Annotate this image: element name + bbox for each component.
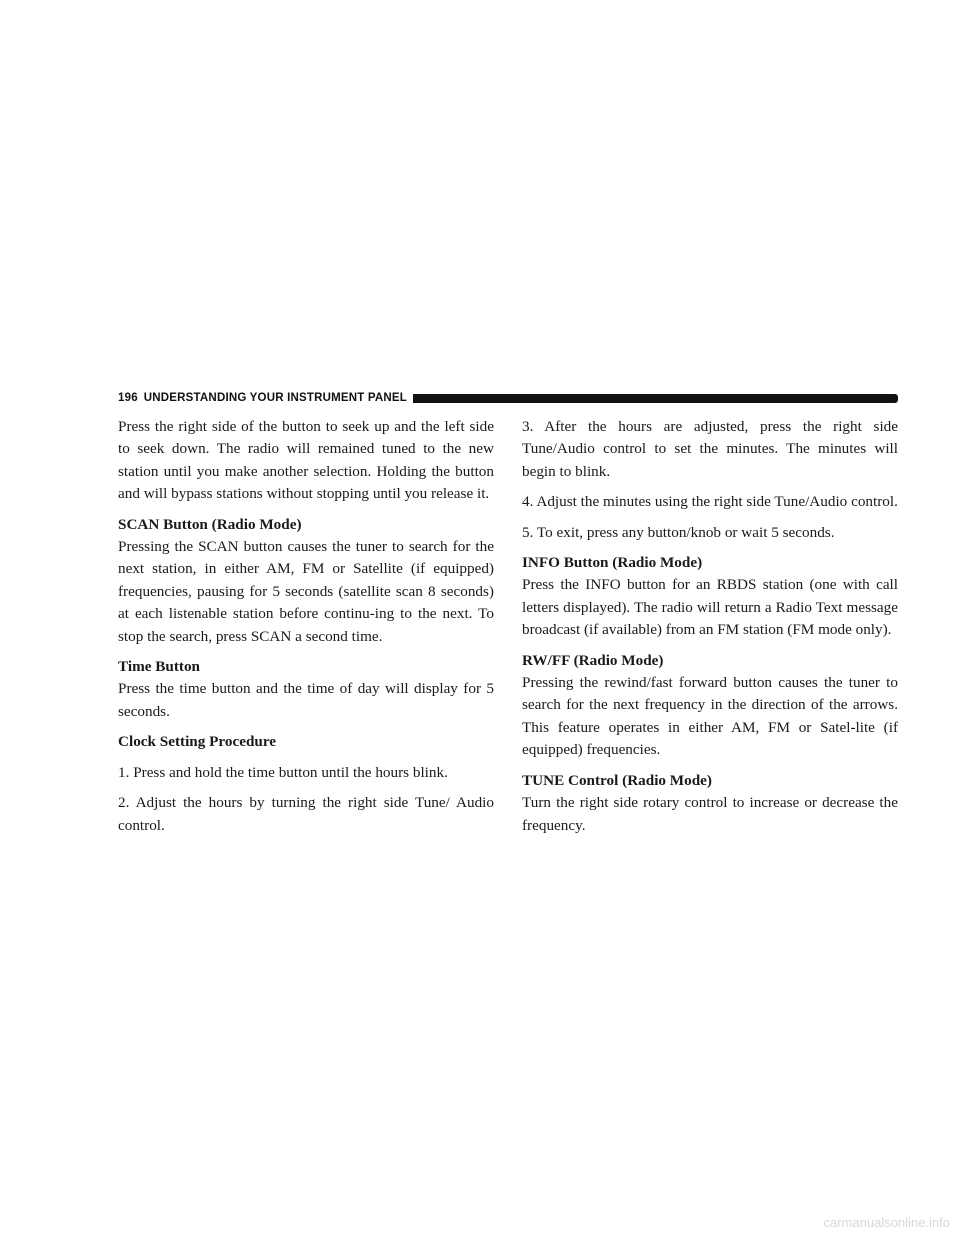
watermark: carmanualsonline.info bbox=[823, 1215, 950, 1230]
scan-paragraph: Pressing the SCAN button causes the tuner to search for the next station, in either AM, FM or Satellite (if equipped) frequencies, pausing for 5 seconds (satellite scan 8 seconds) at each listenable station before continu-ing to the next. To stop the search, press SCAN a second time. bbox=[118, 538, 494, 645]
info-heading: INFO Button (Radio Mode) bbox=[522, 554, 703, 572]
scan-heading: SCAN Button (Radio Mode) bbox=[118, 515, 302, 533]
tune-paragraph: Turn the right side rotary control to increase or decrease the frequency. bbox=[522, 794, 898, 834]
page-header bbox=[118, 390, 898, 406]
clock-step-4: 4. Adjust the minutes using the right side Tune/Audio control. bbox=[522, 493, 898, 511]
left-column bbox=[118, 416, 494, 845]
clock-step-5: 5. To exit, press any button/knob or wait 5 seconds. bbox=[522, 523, 835, 541]
rwff-paragraph: Pressing the rewind/fast forward button causes the tuner to search for the next frequency in the direction of the arrows. This feature operates in either AM, FM or Satel-lite (if equipped) frequencies. bbox=[522, 674, 898, 759]
time-paragraph: Press the time button and the time of day will display for 5 seconds. bbox=[118, 680, 494, 720]
section-title: UNDERSTANDING YOUR INSTRUMENT PANEL bbox=[143, 392, 407, 404]
time-heading: Time Button bbox=[118, 658, 200, 676]
right-column bbox=[522, 416, 898, 845]
info-paragraph: Press the INFO button for an RBDS station (one with call letters displayed). The radio will return a Radio Text message broadcast (if available) from an FM station (FM mode only). bbox=[522, 576, 898, 639]
header-rule bbox=[413, 394, 898, 403]
seek-paragraph: Press the right side of the button to seek up and the left side to seek down. The radio will remained tuned to the new station until you make another selection. Holding the button and will bypass stations without stopping until you release it. bbox=[118, 418, 494, 503]
clock-step-1: 1. Press and hold the time button until the hours blink. bbox=[118, 763, 448, 781]
clock-step-3: 3. After the hours are adjusted, press the right side Tune/Audio control to set the minutes. The minutes will begin to blink. bbox=[522, 418, 898, 480]
page-number: 196 bbox=[118, 392, 138, 404]
tune-heading: TUNE Control (Radio Mode) bbox=[522, 771, 712, 789]
clock-heading: Clock Setting Procedure bbox=[118, 733, 277, 751]
rwff-heading: RW/FF (Radio Mode) bbox=[522, 651, 664, 669]
clock-step-2: 2. Adjust the hours by turning the right side Tune/ Audio control. bbox=[118, 794, 494, 834]
